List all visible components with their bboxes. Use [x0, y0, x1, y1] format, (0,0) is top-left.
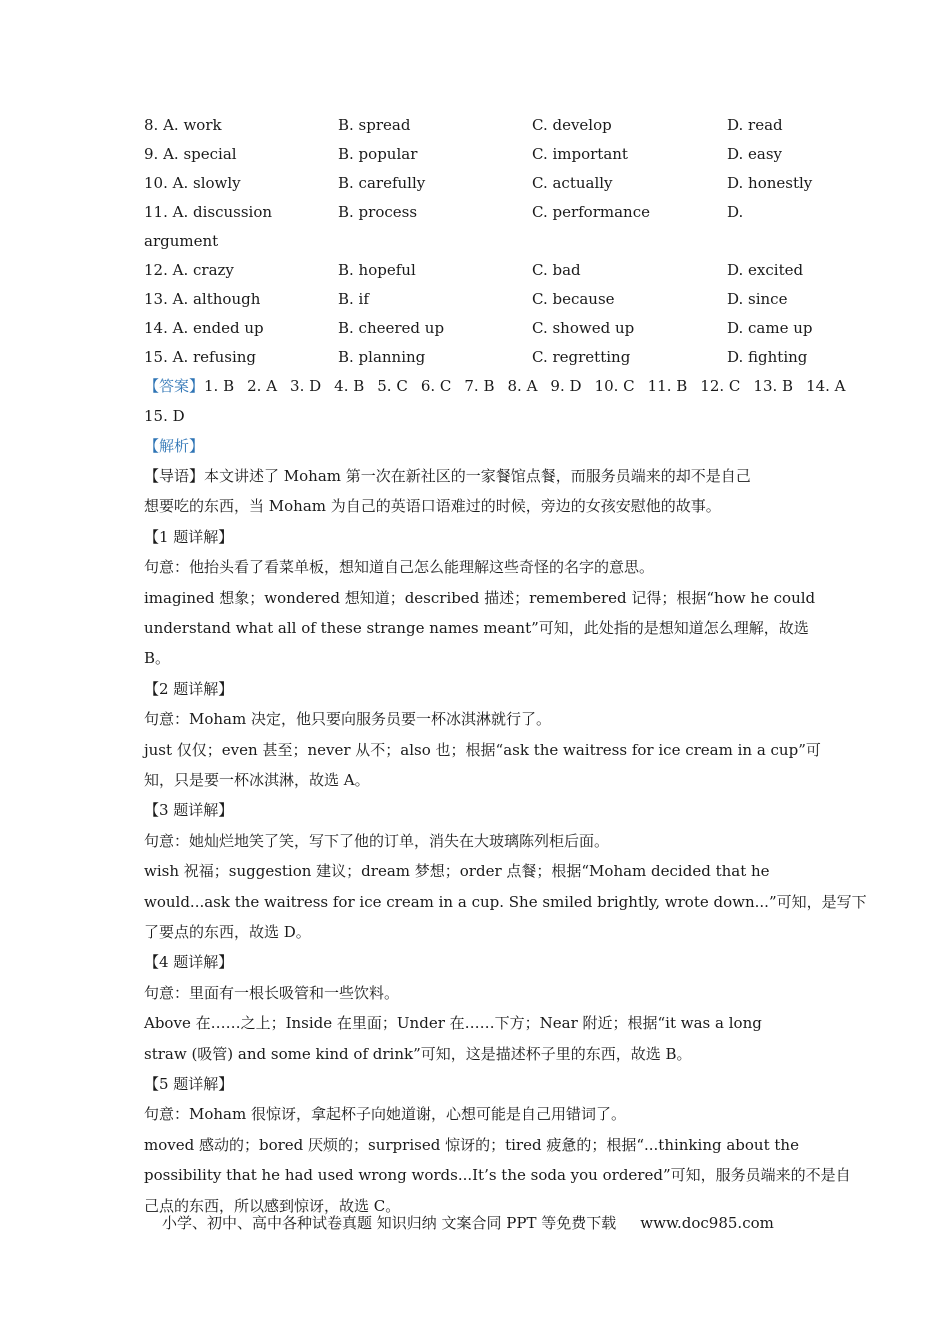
option-a: 9. A. special: [144, 145, 237, 163]
option-c: C. bad: [532, 261, 581, 279]
option-row: [144, 169, 824, 198]
option-b: B. process: [338, 203, 418, 221]
text-line: 【导语】本文讲述了 Moham 第一次在新社区的一家餐馆点餐，而服务员端来的却不是自己: [144, 467, 751, 485]
answer-item: 9. D: [550, 377, 582, 395]
text-line: 句意：他抬头看了看菜单板，想知道自己怎么能理解这些奇怪的名字的意思。: [144, 558, 655, 577]
option-c: C. showed up: [532, 319, 635, 337]
page-footer: [162, 1208, 802, 1238]
text-line: 句意：Moham 决定，他只要向服务员要一杯冰淇淋就行了。: [144, 710, 551, 729]
answer-item: 12. C: [700, 377, 741, 395]
text-line: would...ask the waitress for ice cream in a cup. She smiled brightly, wrote down...”可知，是写下: [144, 892, 867, 911]
option-c: C. develop: [532, 116, 612, 134]
answer-label: 【答案】: [144, 377, 205, 395]
option-a: argument: [144, 232, 219, 250]
option-c: C. performance: [532, 203, 650, 221]
answer-item: 3. D: [290, 377, 322, 395]
text-line: straw (吸管) and some kind of drink”可知，这是描述杯子里的东西，故选 B。: [144, 1044, 692, 1063]
option-row: [144, 285, 824, 314]
text-line: just 仅仅；even 甚至；never 从不；also 也；根据“ask the waitress for ice cream in a cup”可: [144, 740, 821, 759]
option-b: B. planning: [338, 348, 426, 366]
option-d: D.: [727, 203, 744, 221]
option-a: 12. A. crazy: [144, 261, 234, 279]
text-line: 【1 题详解】: [144, 527, 234, 546]
option-row: [144, 227, 824, 256]
text-line: wish 祝福；suggestion 建议；dream 梦想；order 点餐；根据“Moham decided that he: [144, 862, 770, 881]
text-line: moved 感动的；bored 厌烦的；surprised 惊讶的；tired 疲惫的；根据“...thinking about the: [144, 1135, 799, 1154]
footer-site-link[interactable]: www.doc985.com: [640, 1214, 774, 1232]
option-c: C. because: [532, 290, 615, 308]
answer-item: 5. C: [377, 377, 408, 395]
footer-text: 小学、初中、高中各种试卷真题 知识归纳 文案合同 PPT 等免费下载: [162, 1214, 617, 1232]
option-d: D. since: [727, 290, 788, 308]
text-line: 句意：里面有一根长吸管和一些饮料。: [144, 983, 400, 1002]
text-line: 己点的东西，所以感到惊讶，故选 C。: [144, 1196, 401, 1215]
answer-line-continued: [144, 401, 824, 431]
option-b: B. carefully: [338, 174, 426, 192]
option-b: B. if: [338, 290, 369, 308]
option-d: D. fighting: [727, 348, 808, 366]
text-line: 知，只是要一杯冰淇淋，故选 A。: [144, 771, 370, 789]
option-a: 11. A. discussion: [144, 203, 273, 221]
option-row: [144, 314, 824, 343]
answer-item: 7. B: [464, 377, 495, 395]
option-d: D. read: [727, 116, 783, 134]
answer-item: 8. A: [507, 377, 538, 395]
option-b: B. cheered up: [338, 319, 445, 337]
option-b: B. popular: [338, 145, 418, 163]
text-line: 【4 题详解】: [144, 953, 234, 972]
text-line: 【5 题详解】: [144, 1075, 234, 1093]
answer-item: 14. A: [806, 377, 846, 395]
answer-item: 1. B: [204, 377, 235, 395]
option-row: [144, 140, 824, 169]
option-d: D. honestly: [727, 174, 813, 192]
option-a: 14. A. ended up: [144, 319, 264, 337]
text-line: possibility that he had used wrong words...It’s the soda you ordered”可知，服务员端来的不是自: [144, 1166, 851, 1185]
text-line: Above 在……之上；Inside 在里面；Under 在……下方；Near 附近；根据“it was a long: [144, 1014, 762, 1033]
option-b: B. hopeful: [338, 261, 416, 279]
answer-last-item: 15. D: [144, 407, 185, 425]
answer-item: 10. C: [594, 377, 635, 395]
text-line: 句意：她灿烂地笑了笑，写下了他的订单，消失在大玻璃陈列柜后面。: [144, 831, 610, 850]
option-a: 13. A. although: [144, 290, 261, 308]
answer-item: 4. B: [334, 377, 365, 395]
option-c: C. regretting: [532, 348, 631, 366]
option-row: [144, 198, 824, 227]
answer-item: 2. A: [247, 377, 278, 395]
option-d: D. easy: [727, 145, 783, 163]
option-a: 8. A. work: [144, 116, 222, 134]
option-c: C. actually: [532, 174, 613, 192]
text-line: 句意：Moham 很惊讶，拿起杯子向她道谢，心想可能是自己用错词了。: [144, 1105, 626, 1124]
answer-items: [204, 377, 859, 395]
text-line: 想要吃的东西，当 Moham 为自己的英语口语难过的时候，旁边的女孩安慰他的故事。: [144, 497, 721, 516]
option-row: [144, 256, 824, 285]
text-line: 【2 题详解】: [144, 679, 234, 698]
answer-item: 13. B: [753, 377, 794, 395]
text-line: understand what all of these strange names meant”可知，此处指的是想知道怎么理解，故选: [144, 619, 809, 637]
answer-item: 6. C: [420, 377, 452, 395]
text-line: B。: [144, 649, 171, 668]
text-line: imagined 想象；wondered 想知道；described 描述；remembered 记得；根据“how he could: [144, 588, 816, 607]
option-d: D. came up: [727, 319, 813, 337]
option-c: C. important: [532, 145, 628, 163]
option-a: 10. A. slowly: [144, 174, 241, 192]
option-d: D. excited: [727, 261, 804, 279]
answer-line: [144, 371, 846, 401]
option-a: 15. A. refusing: [144, 348, 257, 366]
option-row: [144, 111, 824, 140]
text-line: 【3 题详解】: [144, 801, 234, 820]
option-b: B. spread: [338, 116, 411, 134]
option-row: [144, 343, 824, 372]
analysis-label: 【解析】: [144, 437, 205, 455]
text-line: 了要点的东西，故选 D。: [144, 923, 311, 941]
answer-item: 11. B: [647, 377, 688, 395]
